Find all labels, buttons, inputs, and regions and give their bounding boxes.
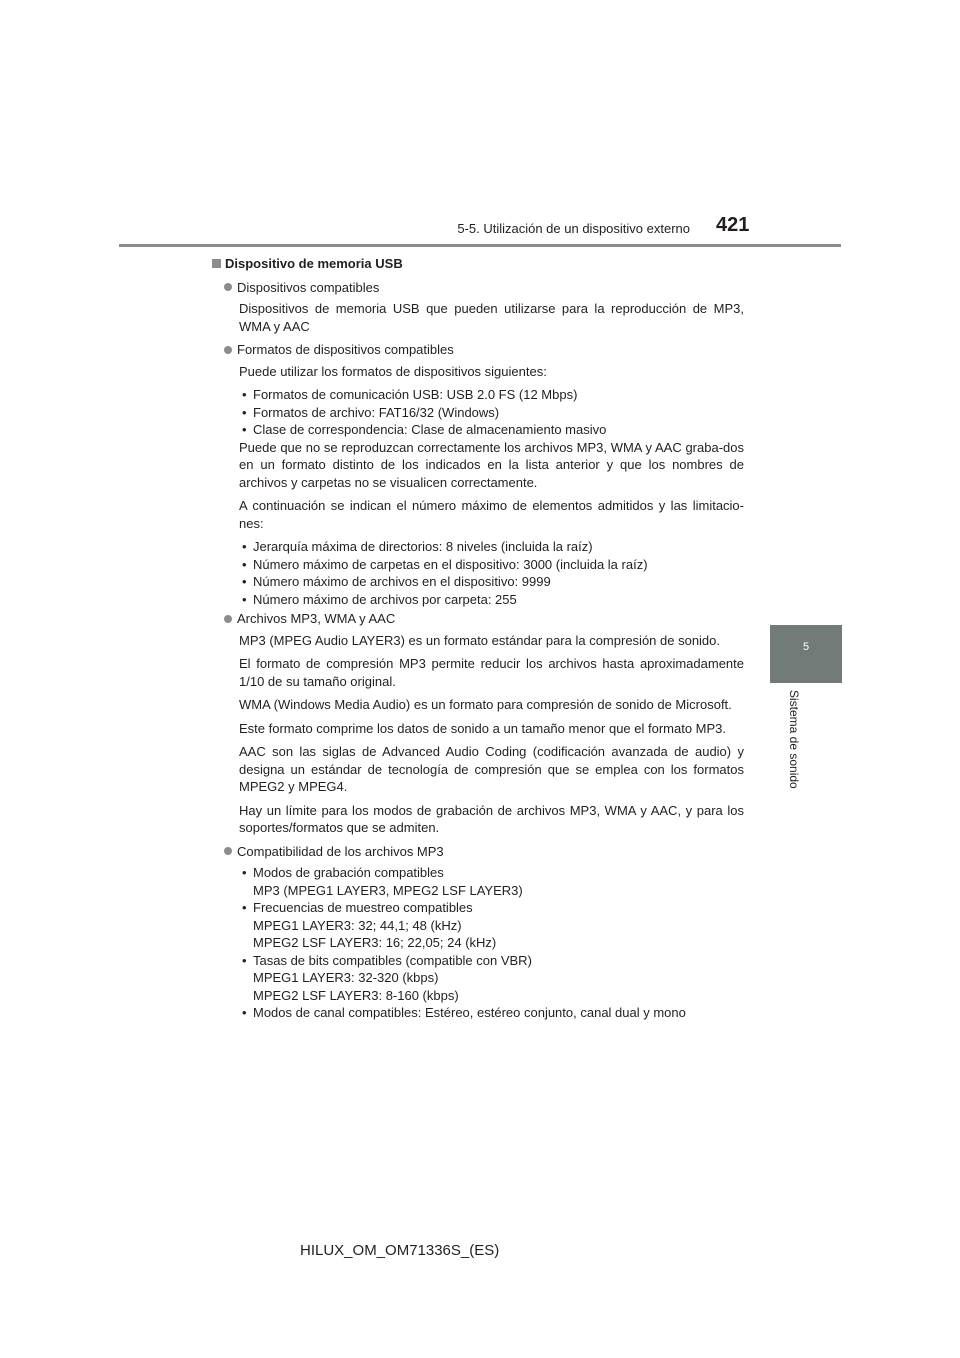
page-number: 421	[716, 214, 750, 236]
circle-bullet-icon	[224, 615, 232, 623]
paragraph: Este formato comprime los datos de sonido a un tamaño menor que el formato MP3.	[239, 720, 727, 736]
list-item-detail: MPEG1 LAYER3: 32-320 (kbps)	[253, 970, 439, 985]
circle-bullet-icon	[224, 283, 232, 291]
bullet-heading	[224, 610, 744, 628]
list-item-detail: MPEG2 LSF LAYER3: 16; 22,05; 24 (kHz)	[253, 935, 497, 950]
list-item-label: • Tasas de bits compatibles (compatible con VBR)	[253, 952, 532, 968]
header-rule	[119, 244, 841, 247]
list-item-label: • Modos de grabación compatibles	[253, 865, 444, 880]
list-item-label: • Modos de canal compatibles: Estéreo, estéreo conjunto, canal dual y mono	[253, 1005, 686, 1020]
paragraph: AAC son las siglas de Advanced Audio Coding (codificación avanzada de audio) y designa un estándar de tecnología de compresión que se emplea con los formatos MPEG2 y MPEG4.	[239, 744, 744, 794]
square-bullet-icon	[212, 259, 221, 268]
circle-bullet-icon	[224, 346, 232, 354]
paragraph: WMA (Windows Media Audio) es un formato para compresión de sonido de Microsoft.	[239, 697, 732, 712]
list-item-detail: MPEG1 LAYER3: 32; 44,1; 48 (kHz)	[253, 917, 462, 933]
format-list	[239, 386, 744, 439]
paragraph: Dispositivos de memoria USB que pueden utilizarse para la reproducción de MP3, WMA y AAC	[239, 301, 744, 334]
list-item: • Número máximo de archivos por carpeta: 255	[239, 591, 744, 609]
list-item: • Formatos de archivo: FAT16/32 (Windows)	[239, 404, 744, 422]
section-heading-text: Dispositivo de memoria USB	[225, 256, 403, 271]
list-item: • Jerarquía máxima de directorios: 8 niveles (incluida la raíz)	[239, 538, 744, 556]
paragraph: Puede utilizar los formatos de dispositivos siguientes:	[239, 363, 547, 379]
bullet-heading-text: Dispositivos compatibles	[237, 279, 380, 295]
paragraph: A continuación se indican el número máximo de elementos admitidos y las limitacio-nes:	[239, 498, 744, 531]
list-item	[239, 952, 744, 1005]
list-item-label: • Frecuencias de muestreo compatibles	[253, 900, 473, 915]
mp3-compatibility-list	[239, 864, 744, 1022]
bullet-heading-text: Formatos de dispositivos compatibles	[237, 342, 454, 357]
bullet-heading	[224, 843, 744, 861]
list-item: • Número máximo de carpetas en el dispositivo: 3000 (incluida la raíz)	[239, 556, 744, 574]
paragraph: MP3 (MPEG Audio LAYER3) es un formato estándar para la compresión de sonido.	[239, 632, 721, 648]
list-item: • Número máximo de archivos en el dispositivo: 9999	[239, 573, 744, 591]
bullet-heading	[224, 279, 744, 297]
side-tab-chapter-title: Sistema de sonido	[787, 690, 801, 789]
side-tab	[770, 625, 842, 683]
list-item-detail: MPEG2 LSF LAYER3: 8-160 (kbps)	[253, 987, 459, 1003]
paragraph: El formato de compresión MP3 permite reducir los archivos hasta aproximadamente 1/10 de su tamaño original.	[239, 656, 744, 689]
main-content	[212, 255, 744, 1022]
circle-bullet-icon	[224, 847, 232, 855]
bullet-heading-text: Archivos MP3, WMA y AAC	[237, 611, 396, 626]
list-item	[239, 864, 744, 899]
section-heading	[212, 255, 744, 273]
limits-list	[239, 538, 744, 608]
header-section-title: 5-5. Utilización de un dispositivo externo	[457, 221, 690, 236]
list-item	[239, 899, 744, 952]
list-item	[239, 1004, 744, 1022]
side-tab-chapter-number: 5	[802, 641, 810, 653]
bullet-heading-text: Compatibilidad de los archivos MP3	[237, 843, 444, 859]
list-item: • Formatos de comunicación USB: USB 2.0 FS (12 Mbps)	[239, 386, 744, 404]
list-item-detail: MP3 (MPEG1 LAYER3, MPEG2 LSF LAYER3)	[253, 882, 523, 898]
list-item: • Clase de correspondencia: Clase de almacenamiento masivo	[239, 421, 744, 439]
paragraph: Hay un límite para los modos de grabación de archivos MP3, WMA y AAC, y para los soportes/formatos que se admiten.	[239, 802, 744, 835]
footer-code: HILUX_OM_OM71336S_(ES)	[300, 1242, 500, 1259]
bullet-heading	[224, 341, 744, 359]
paragraph: Puede que no se reproduzcan correctamente los archivos MP3, WMA y AAC graba-dos en un formato distinto de los indicados en la lista anterior y que los nombres de archivos y carpetas no se visualicen correctamente.	[239, 439, 744, 490]
